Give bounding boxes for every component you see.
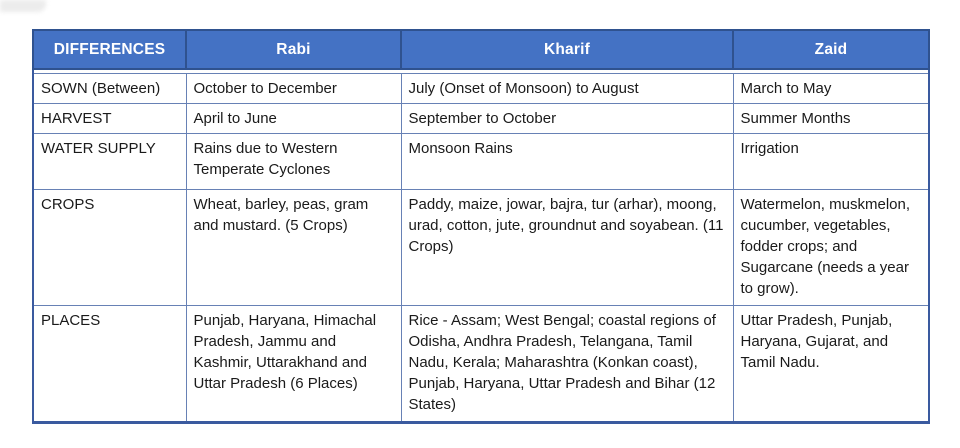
row-label-sown: SOWN (Between) <box>33 74 186 104</box>
row-label-crops: CROPS <box>33 190 186 306</box>
header-kharif: Kharif <box>401 30 733 69</box>
row-label-water-supply: WATER SUPPLY <box>33 134 186 190</box>
table-row-crops <box>33 190 929 306</box>
cell-places-kharif: Rice - Assam; West Bengal; coastal regions of Odisha, Andhra Pradesh, Telangana, Tamil Nadu, Kerala; Maharashtra (Konkan coast), Punjab, Haryana, Uttar Pradesh and Bihar (12 States) <box>401 306 733 423</box>
cell-crops-rabi: Wheat, barley, peas, gram and mustard. (5 Crops) <box>186 190 401 306</box>
cell-crops-kharif: Paddy, maize, jowar, bajra, tur (arhar), moong, urad, cotton, jute, groundnut and soyabean. (11 Crops) <box>401 190 733 306</box>
table-row-harvest <box>33 104 929 134</box>
row-label-harvest: HARVEST <box>33 104 186 134</box>
cell-water-zaid: Irrigation <box>733 134 929 190</box>
cell-sown-rabi: October to December <box>186 74 401 104</box>
cell-sown-zaid: March to May <box>733 74 929 104</box>
header-rabi: Rabi <box>186 30 401 69</box>
cell-harvest-rabi: April to June <box>186 104 401 134</box>
cell-places-zaid: Uttar Pradesh, Punjab, Haryana, Gujarat, and Tamil Nadu. <box>733 306 929 423</box>
table-row-water-supply <box>33 134 929 190</box>
cell-water-kharif: Monsoon Rains <box>401 134 733 190</box>
crop-seasons-comparison-table <box>32 29 930 424</box>
table-row-sown <box>33 74 929 104</box>
cell-harvest-kharif: September to October <box>401 104 733 134</box>
header-zaid: Zaid <box>733 30 929 69</box>
cell-water-rabi: Rains due to Western Temperate Cyclones <box>186 134 401 190</box>
cell-sown-kharif: July (Onset of Monsoon) to August <box>401 74 733 104</box>
cell-harvest-zaid: Summer Months <box>733 104 929 134</box>
corner-artifact <box>0 0 46 12</box>
header-row <box>33 30 929 69</box>
cell-crops-zaid: Watermelon, muskmelon, cucumber, vegetables, fodder crops; and Sugarcane (needs a year to grow). <box>733 190 929 306</box>
cell-places-rabi: Punjab, Haryana, Himachal Pradesh, Jammu and Kashmir, Uttarakhand and Uttar Pradesh (6 Places) <box>186 306 401 423</box>
table-row-places <box>33 306 929 423</box>
row-label-places: PLACES <box>33 306 186 423</box>
header-differences: DIFFERENCES <box>33 30 186 69</box>
